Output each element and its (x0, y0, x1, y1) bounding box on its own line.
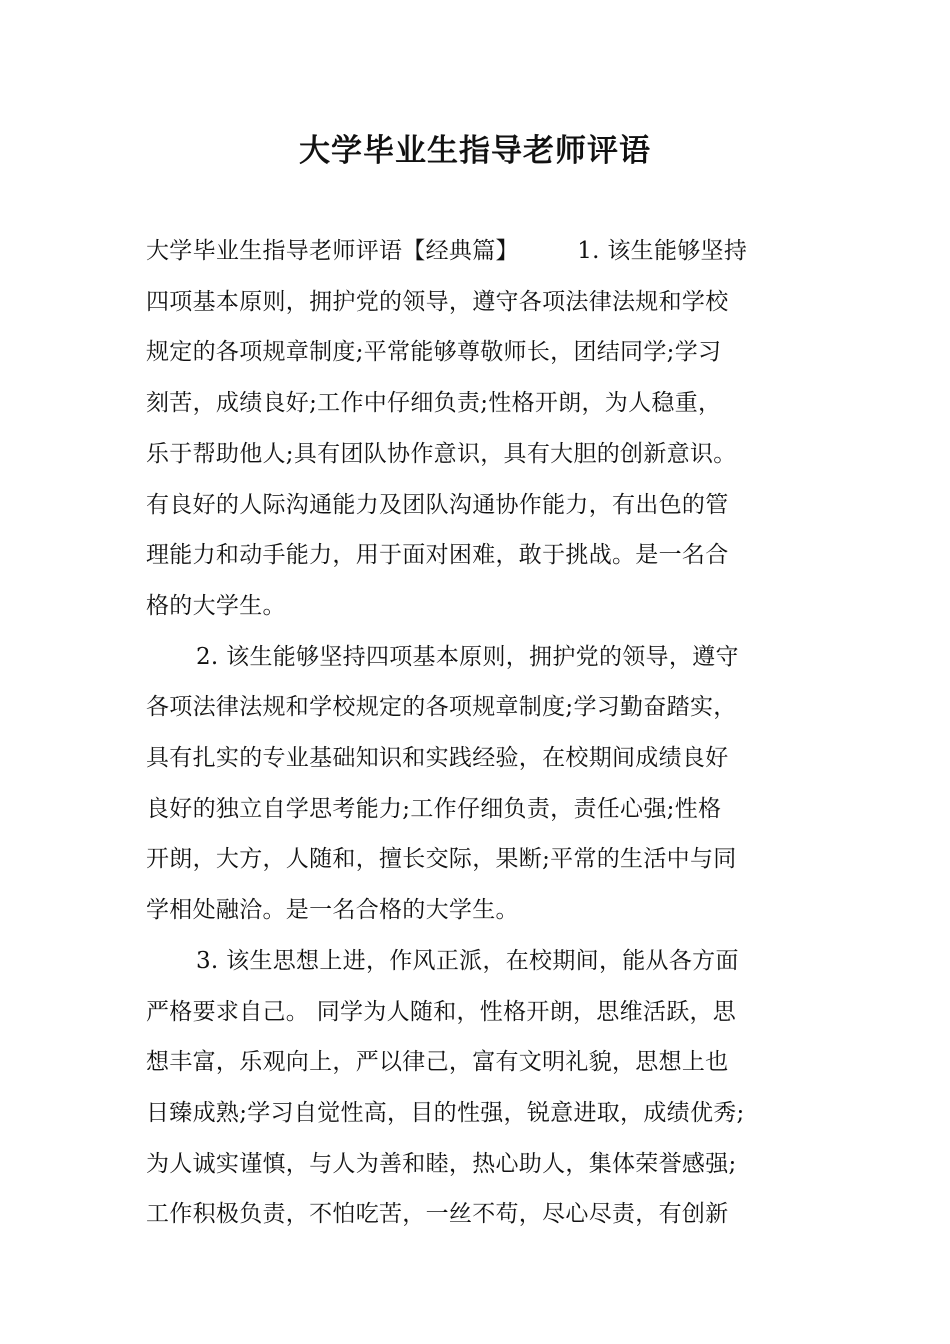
text-line: 学相处融洽。是一名合格的大学生。 (146, 897, 519, 924)
text-line: 理能力和动手能力，用于面对困难，敢于挑战。是一名合 (146, 542, 729, 569)
text-line: 良好的独立自学思考能力;工作仔细负责，责任心强;性格 (146, 795, 722, 822)
text-line: 想丰富，乐观向上，严以律己，富有文明礼貌，思想上也 (146, 1049, 729, 1076)
text-line: 有良好的人际沟通能力及团队沟通协作能力，有出色的管 (146, 491, 729, 518)
text-line: 大学毕业生指导老师评语【经典篇】 1. 该生能够坚持 (146, 238, 748, 264)
text-line: 具有扎实的专业基础知识和实践经验，在校期间成绩良好 (146, 745, 729, 772)
text-line: 日臻成熟;学习自觉性高，目的性强，锐意进取，成绩优秀; (146, 1099, 745, 1126)
text-line: 乐于帮助他人;具有团队协作意识，具有大胆的创新意识。 (146, 440, 737, 467)
text-line: 开朗，大方，人随和，擅长交际，果断;平常的生活中与同 (146, 846, 737, 873)
text-line: 四项基本原则，拥护党的领导，遵守各项法律法规和学校 (146, 288, 729, 315)
paragraph-2-start: 2. 该生能够坚持四项基本原则，拥护党的领导，遵守 (196, 643, 739, 670)
text-line: 工作积极负责，不怕吃苦，一丝不苟，尽心尽责，有创新 (146, 1201, 729, 1228)
text-line: 规定的各项规章制度;平常能够尊敬师长，团结同学;学习 (146, 339, 722, 366)
text-line: 各项法律法规和学校规定的各项规章制度;学习勤奋踏实， (146, 694, 737, 721)
page-title: 大学毕业生指导老师评语 (299, 133, 651, 169)
document-body (146, 226, 808, 1240)
paragraph-3-start: 3. 该生思想上进，作风正派，在校期间，能从各方面 (196, 947, 739, 974)
text-line: 刻苦，成绩良好;工作中仔细负责;性格开朗，为人稳重， (146, 390, 722, 417)
text-line: 严格要求自己。 同学为人随和，性格开朗，思维活跃，思 (146, 998, 737, 1025)
text-line: 格的大学生。 (146, 592, 286, 619)
text-line: 为人诚实谨慎，与人为善和睦，热心助人，集体荣誉感强; (146, 1150, 737, 1177)
